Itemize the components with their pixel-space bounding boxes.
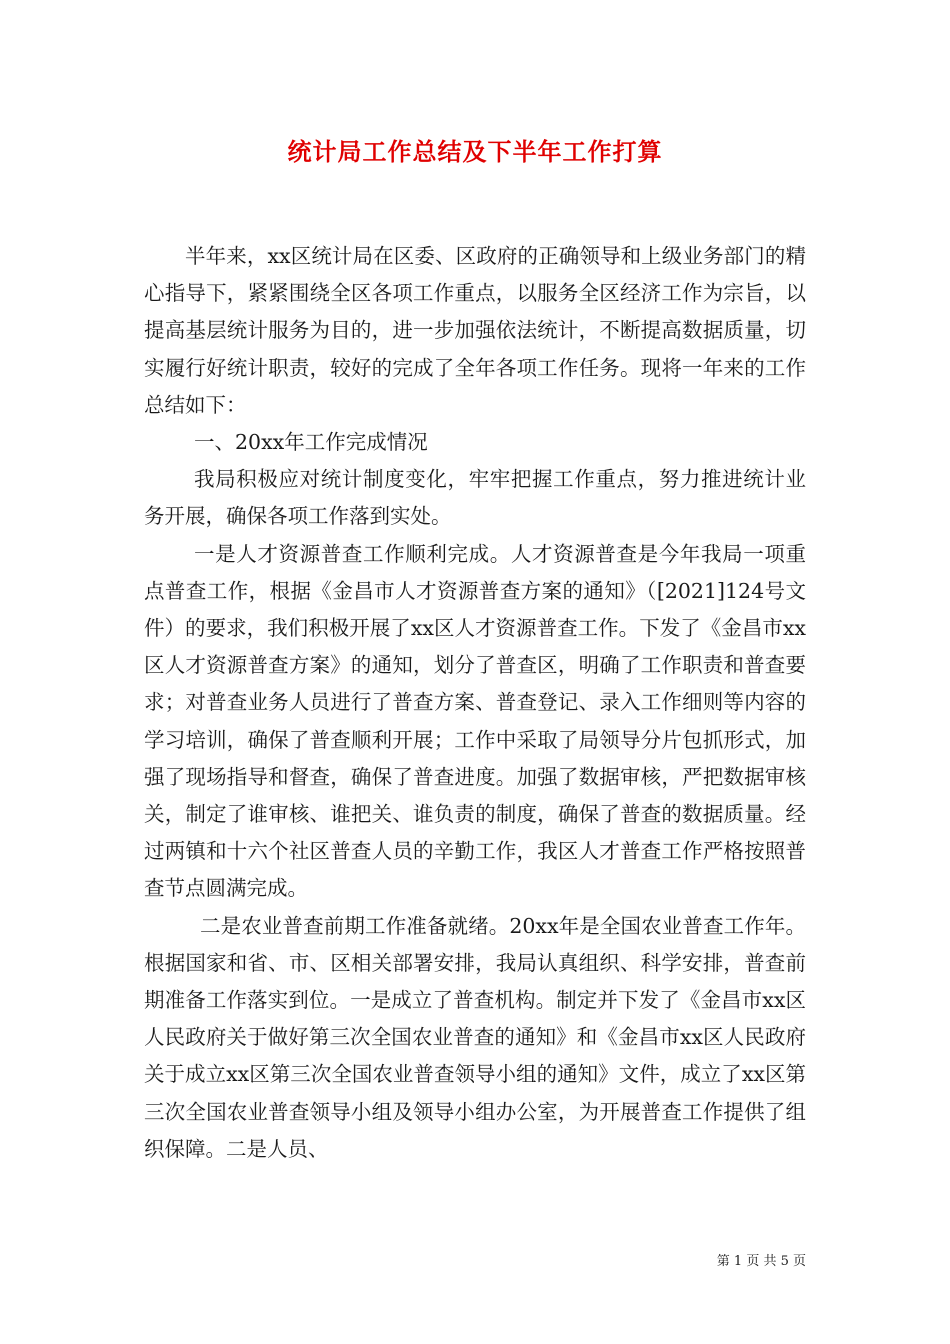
paragraph-overview: 我局积极应对统计制度变化，牢牢把握工作重点，努力推进统计业务开展，确保各项工作落到实处。 [144,467,806,529]
paragraph-agri-census: 二是农业普查前期工作准备就绪。20xx年是全国农业普查工作年。根据国家和省、市、区相关部署安排，我局认真组织、科学安排，普查前期准备工作落实到位。一是成立了普查机构。制定并下发了《金昌市xx区人民政府关于做好第三次全国农业普查的通知》和《金昌市xx区人民政府关于成立xx区第三次全国农业普查领导小组的通知》文件，成立了xx区第三次全国农业普查领导小组及领导小组办公室，为开展普查工作提供了组织保障。二是人员、 [144,913,806,1161]
paragraph-talent-census: 一是人才资源普查工作顺利完成。人才资源普查是今年我局一项重点普查工作，根据《金昌市人才资源普查方案的通知》（[2021]124号文件）的要求，我们积极开展了xx区人才资源普查工作。下发了《金昌市xx区人才资源普查方案》的通知，划分了普查区，明确了工作职责和普查要求；对普查业务人员进行了普查方案、普查登记、录入工作细则等内容的学习培训，确保了普查顺利开展；工作中采取了局领导分片包抓形式，加强了现场指导和督查，确保了普查进度。加强了数据审核，严把数据审核关，制定了谁审核、谁把关、谁负责的制度，确保了普查的数据质量。经过两镇和十六个社区普查人员的辛勤工作，我区人才普查工作严格按照普查节点圆满完成。 [144,541,806,901]
paragraph-intro: 半年来，xx区统计局在区委、区政府的正确领导和上级业务部门的精心指导下，紧紧围绕全区各项工作重点，以服务全区经济工作为宗旨，以提高基层统计服务为目的，进一步加强依法统计，不断提高数据质量，切实履行好统计职责，较好的完成了全年各项工作任务。现将一年来的工作总结如下： [144,244,806,417]
page-number-footer: 第 1 页 共 5 页 [716,1254,806,1269]
document-body [144,238,806,1168]
section-heading: 一、20xx年工作完成情况 [194,430,428,455]
document-title: 统计局工作总结及下半年工作打算 [287,138,663,166]
